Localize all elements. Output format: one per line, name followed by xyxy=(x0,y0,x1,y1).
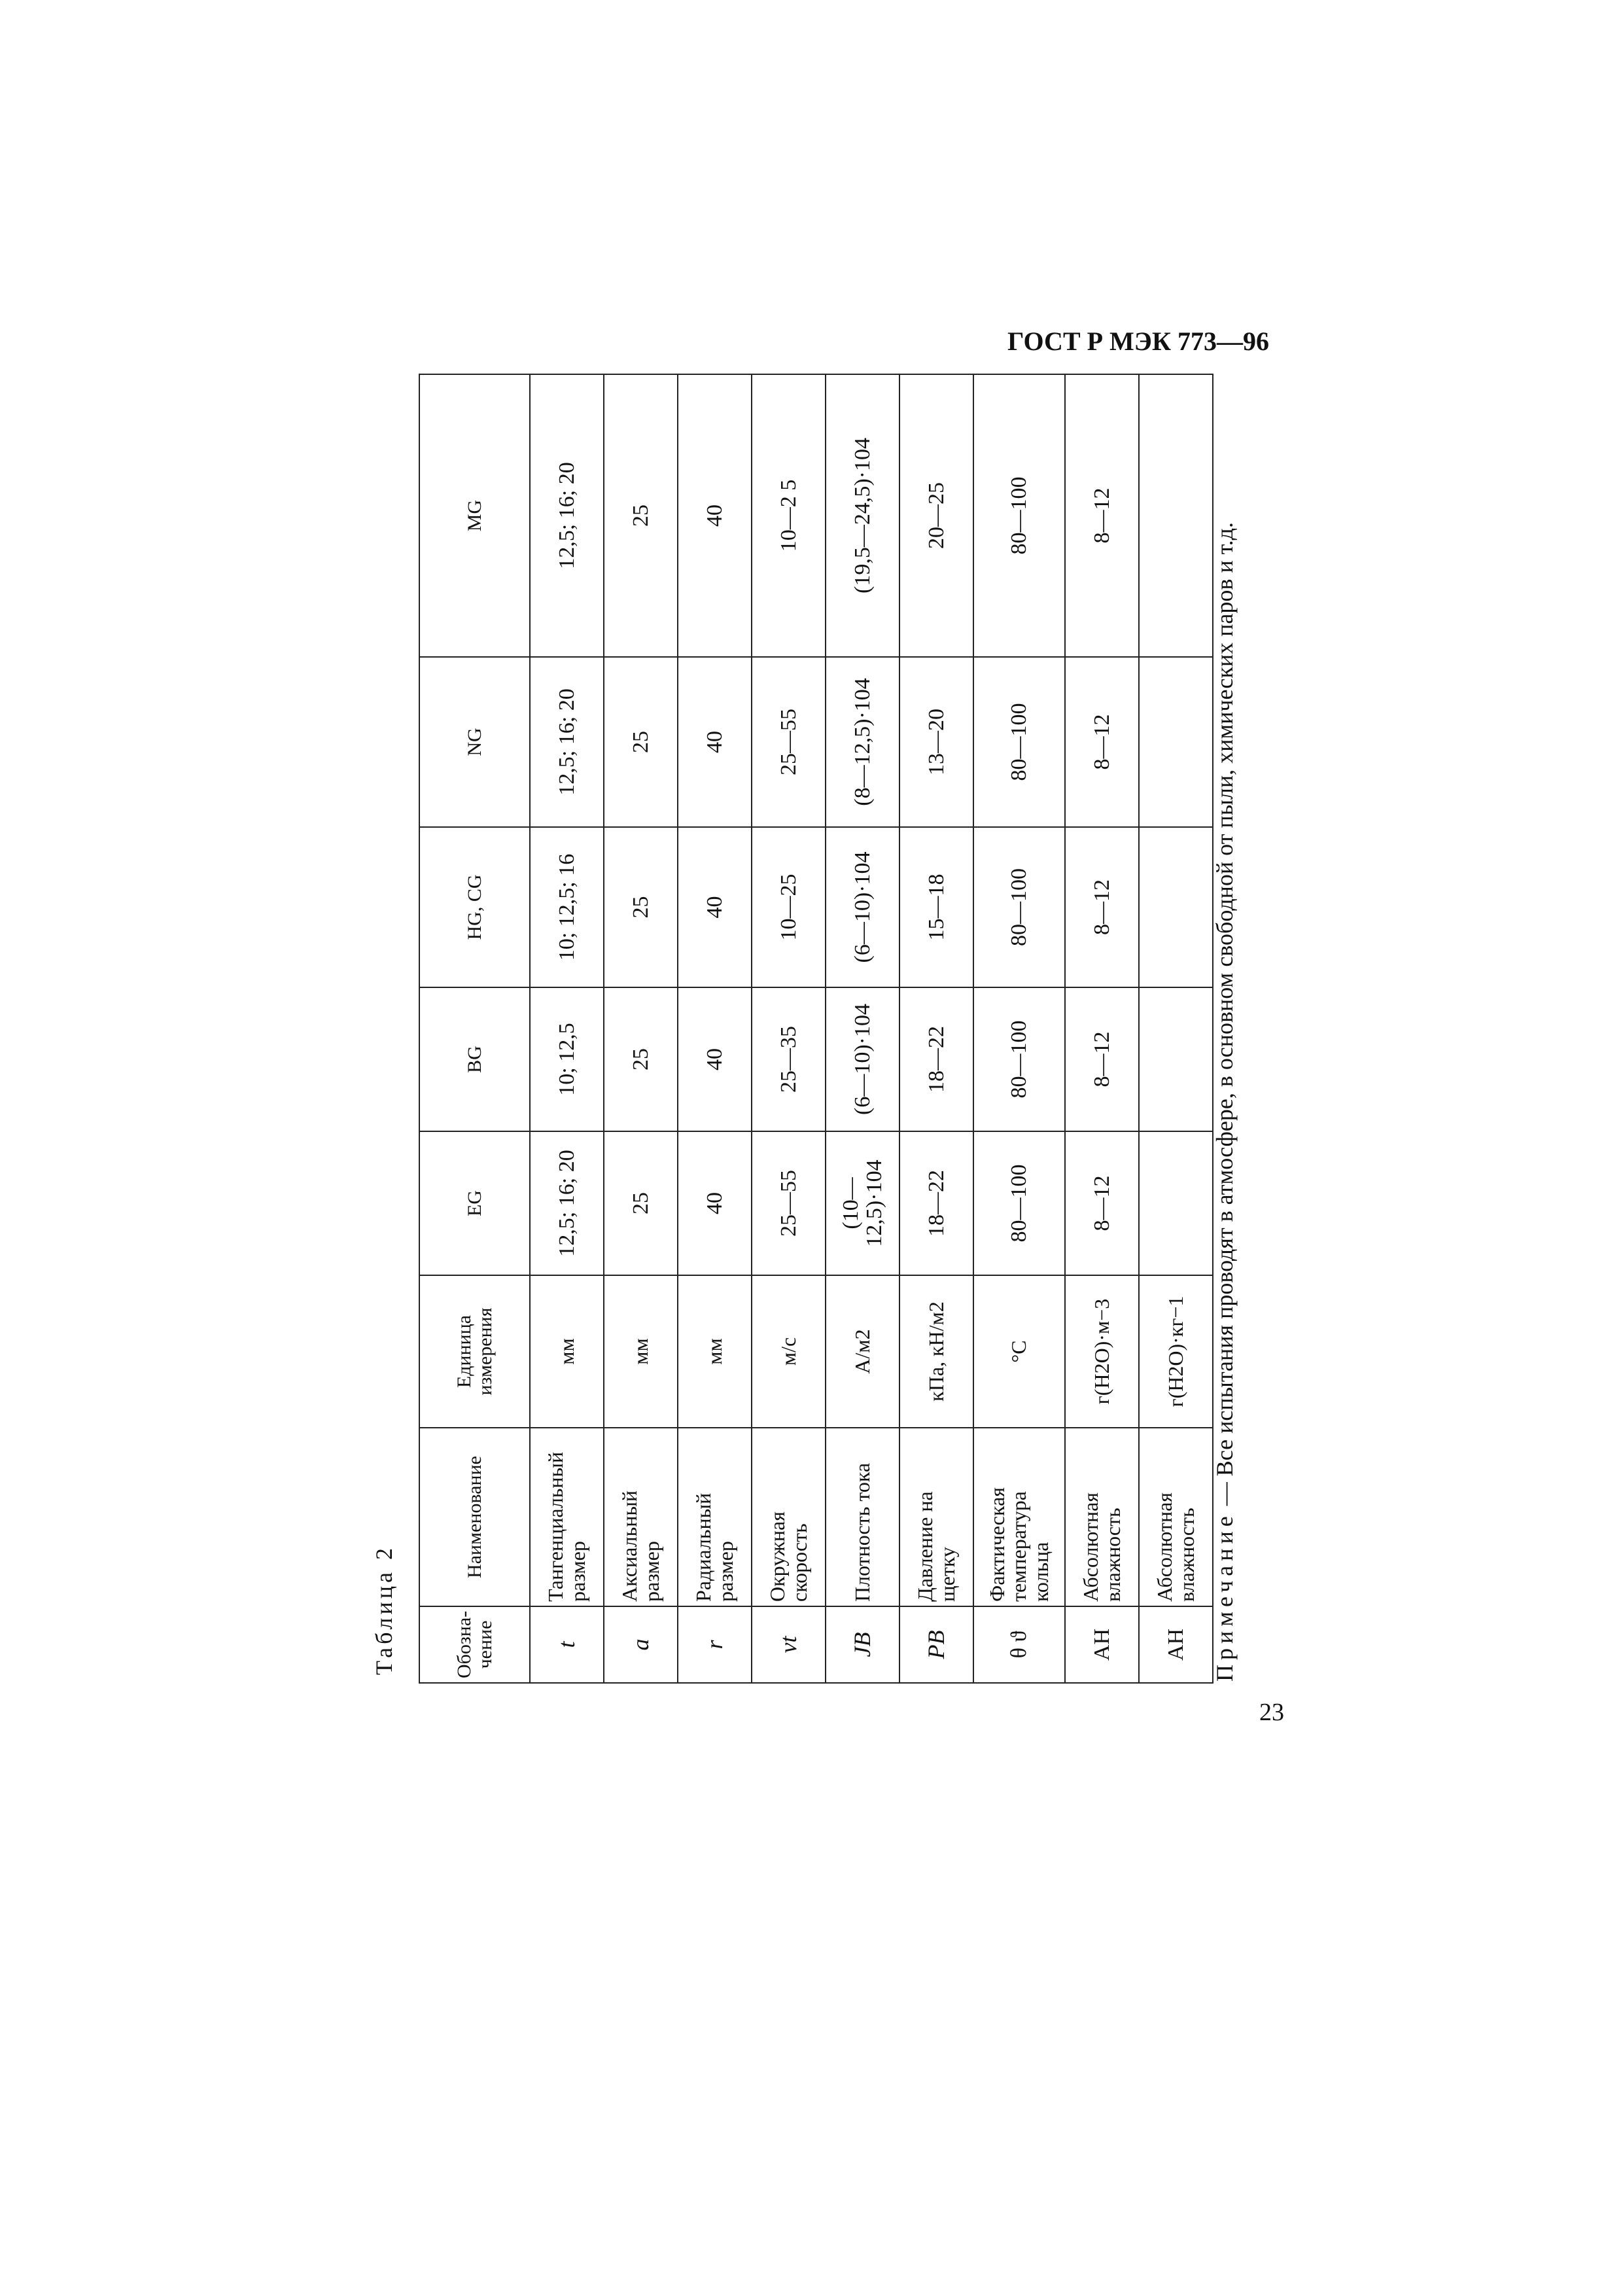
value-cell xyxy=(1139,374,1213,657)
value-cell: 10—2 5 xyxy=(752,374,826,657)
value-cell: 10; 12,5; 16 xyxy=(530,827,604,987)
value-cell: 40 xyxy=(678,374,752,657)
note-label: Примечание xyxy=(1212,1511,1238,1682)
unit-cell: А/м2 xyxy=(826,1275,899,1428)
symbol-cell: vt xyxy=(752,1606,826,1683)
value-cell: 40 xyxy=(678,987,752,1131)
table-row xyxy=(973,374,1065,1683)
value-cell: (8—12,5)·104 xyxy=(826,657,899,827)
value-cell: 25 xyxy=(604,374,678,657)
value-cell: (19,5—24,5)·104 xyxy=(826,374,899,657)
data-table xyxy=(419,374,1213,1684)
symbol-cell: r xyxy=(678,1606,752,1683)
table-header-row xyxy=(419,374,530,1683)
unit-cell: мм xyxy=(604,1275,678,1428)
name-cell: Тангенциальный размер xyxy=(530,1428,604,1606)
value-cell: (6—10)·104 xyxy=(826,827,899,987)
unit-cell: г(Н2О)·м−3 xyxy=(1065,1275,1139,1428)
column-header: EG xyxy=(419,1131,530,1275)
name-cell: Абсолютная влажность xyxy=(1065,1428,1139,1606)
table-row xyxy=(752,374,826,1683)
name-cell: Фактическая температура кольца xyxy=(973,1428,1065,1606)
value-cell: 25—35 xyxy=(752,987,826,1131)
symbol-cell: a xyxy=(604,1606,678,1683)
value-cell: 8—12 xyxy=(1065,657,1139,827)
name-cell: Радиальный размер xyxy=(678,1428,752,1606)
column-header: BG xyxy=(419,987,530,1131)
symbol-cell: PB xyxy=(899,1606,973,1683)
value-cell: 40 xyxy=(678,657,752,827)
table-row xyxy=(899,374,973,1683)
value-cell: 18—22 xyxy=(899,987,973,1131)
unit-cell: мм xyxy=(678,1275,752,1428)
value-cell: 80—100 xyxy=(973,374,1065,657)
value-cell: (6—10)·104 xyxy=(826,987,899,1131)
table-caption: Таблица 2 xyxy=(371,1545,397,1675)
table-row xyxy=(530,374,604,1683)
document-code: ГОСТ Р МЭК 773—96 xyxy=(1007,327,1269,356)
value-cell: 13—20 xyxy=(899,657,973,827)
value-cell: 80—100 xyxy=(973,987,1065,1131)
value-cell: 25—55 xyxy=(752,657,826,827)
note-text: — Все испытания проводят в атмосфере, в основном свободной от пыли, химических паров и т.д. xyxy=(1212,522,1238,1512)
value-cell: 8—12 xyxy=(1065,374,1139,657)
value-cell: 25 xyxy=(604,1131,678,1275)
value-cell: 8—12 xyxy=(1065,1131,1139,1275)
value-cell xyxy=(1139,1131,1213,1275)
column-header: HG, CG xyxy=(419,827,530,987)
value-cell: 25 xyxy=(604,987,678,1131)
name-cell: Аксиальный размер xyxy=(604,1428,678,1606)
unit-cell: м/с xyxy=(752,1275,826,1428)
value-cell xyxy=(1139,657,1213,827)
value-cell: 15—18 xyxy=(899,827,973,987)
value-cell xyxy=(1139,827,1213,987)
value-cell: (10—12,5)·104 xyxy=(826,1131,899,1275)
value-cell: 10; 12,5 xyxy=(530,987,604,1131)
symbol-cell: АН xyxy=(1139,1606,1213,1683)
value-cell: 12,5; 16; 20 xyxy=(530,657,604,827)
symbol-cell: JB xyxy=(826,1606,899,1683)
column-header: Обозна-чение xyxy=(419,1606,530,1683)
name-cell: Окружная скорость xyxy=(752,1428,826,1606)
column-header: Наименование xyxy=(419,1428,530,1606)
column-header: Единица измерения xyxy=(419,1275,530,1428)
table-row xyxy=(604,374,678,1683)
unit-cell: °С xyxy=(973,1275,1065,1428)
value-cell xyxy=(1139,987,1213,1131)
table-note xyxy=(1210,373,1240,1682)
page-number: 23 xyxy=(1259,1699,1284,1726)
value-cell: 8—12 xyxy=(1065,987,1139,1131)
name-cell: Давление на щетку xyxy=(899,1428,973,1606)
value-cell: 80—100 xyxy=(973,827,1065,987)
unit-cell: г(Н2О)·кг−1 xyxy=(1139,1275,1213,1428)
rotated-table-sheet xyxy=(340,327,1321,1767)
table-row xyxy=(826,374,899,1683)
column-header: MG xyxy=(419,374,530,657)
table-row xyxy=(1065,374,1139,1683)
unit-cell: кПа, кН/м2 xyxy=(899,1275,973,1428)
value-cell: 40 xyxy=(678,1131,752,1275)
value-cell: 20—25 xyxy=(899,374,973,657)
table-row xyxy=(678,374,752,1683)
name-cell: Плотность тока xyxy=(826,1428,899,1606)
symbol-cell: θ ϑ xyxy=(973,1606,1065,1683)
value-cell: 12,5; 16; 20 xyxy=(530,374,604,657)
value-cell: 40 xyxy=(678,827,752,987)
value-cell: 25 xyxy=(604,657,678,827)
unit-cell: мм xyxy=(530,1275,604,1428)
value-cell: 12,5; 16; 20 xyxy=(530,1131,604,1275)
name-cell: Абсолютная влажность xyxy=(1139,1428,1213,1606)
column-header: NG xyxy=(419,657,530,827)
symbol-cell: АН xyxy=(1065,1606,1139,1683)
value-cell: 18—22 xyxy=(899,1131,973,1275)
symbol-cell: t xyxy=(530,1606,604,1683)
value-cell: 10—25 xyxy=(752,827,826,987)
value-cell: 80—100 xyxy=(973,657,1065,827)
value-cell: 80—100 xyxy=(973,1131,1065,1275)
value-cell: 8—12 xyxy=(1065,827,1139,987)
value-cell: 25 xyxy=(604,827,678,987)
value-cell: 25—55 xyxy=(752,1131,826,1275)
table-row xyxy=(1139,374,1213,1683)
